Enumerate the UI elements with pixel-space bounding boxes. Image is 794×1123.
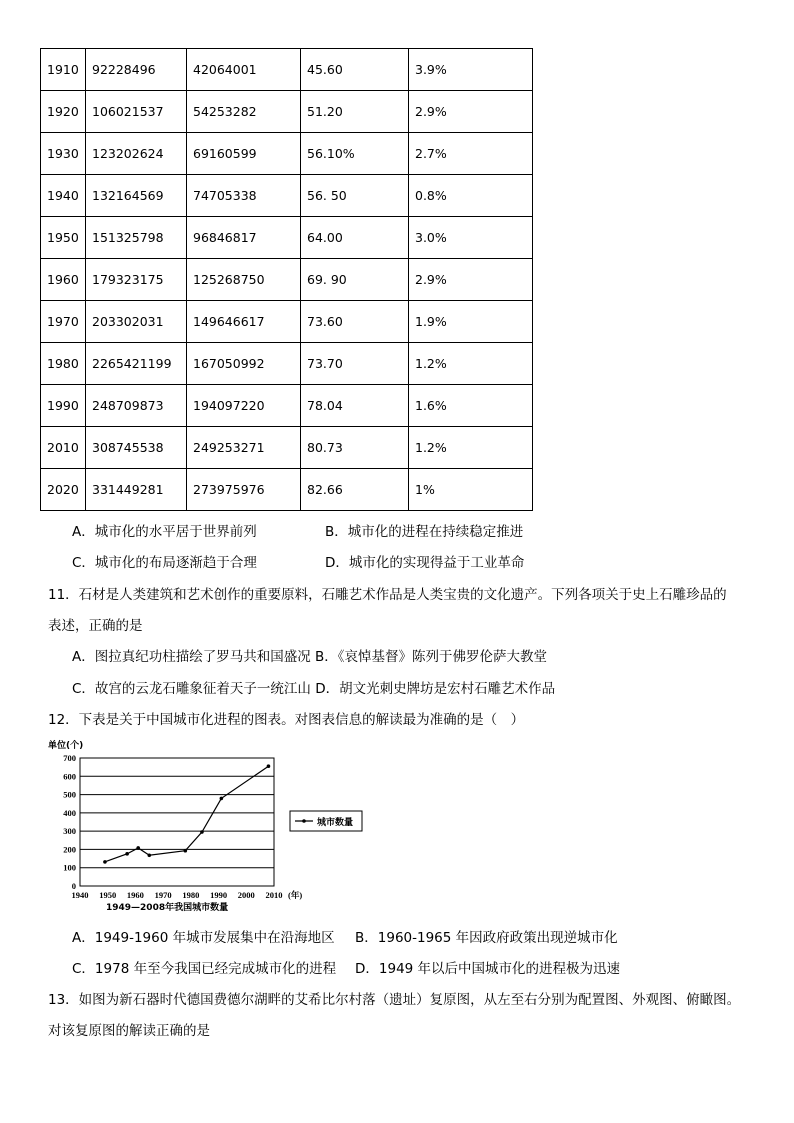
table-cell: 1970 [41,301,86,343]
table-cell: 73.70 [301,343,409,385]
y-tick-label: 500 [63,789,76,800]
table-cell: 3.0% [409,217,533,259]
table-cell: 92228496 [86,49,187,91]
table-cell: 1940 [41,175,86,217]
data-point [267,764,271,768]
q13-stem-line1: 13．如图为新石器时代德国费德尔湖畔的艾希比尔村落（遗址）复原图，从左至右分别为配置图、外观图、俯瞰图。 [48,992,741,1008]
table-cell: 125268750 [187,259,301,301]
data-point [220,797,224,801]
table-cell: 74705338 [187,175,301,217]
q12-option-a: A．1949-1960 年城市发展集中在沿海地区 [72,930,335,946]
table-row [41,301,533,343]
table-cell: 1910 [41,49,86,91]
data-point [103,860,107,864]
table-row [41,343,533,385]
table-cell: 42064001 [187,49,301,91]
y-axis-label: 单位(个) [48,741,84,751]
table-cell: 1% [409,469,533,511]
table-cell: 1.6% [409,385,533,427]
q10-option-a: A．城市化的水平居于世界前列 [72,524,257,540]
x-tick-label: 1980 [182,890,200,900]
table-cell: 69160599 [187,133,301,175]
q11-options-ab: A．图拉真纪功柱描绘了罗马共和国盛况 B．《哀悼基督》陈列于佛罗伦萨大教堂 [72,649,548,665]
table-cell: 194097220 [187,385,301,427]
q10-option-c: C．城市化的布局逐渐趋于合理 [72,555,257,571]
q11-stem-line1: 11．石材是人类建筑和艺术创作的重要原料，石雕艺术作品是人类宝贵的文化遗产。下列各项关于史上石雕珍品的 [48,587,727,603]
table-cell: 248709873 [86,385,187,427]
table-cell: 1950 [41,217,86,259]
table-row [41,427,533,469]
table-cell: 1920 [41,91,86,133]
q12-option-d: D．1949 年以后中国城市化的进程极为迅速 [355,961,621,977]
table-cell: 69. 90 [301,259,409,301]
y-tick-label: 0 [71,881,76,891]
table-cell: 64.00 [301,217,409,259]
table-cell: 56. 50 [301,175,409,217]
x-tick-label: 1990 [210,890,228,900]
table-cell: 179323175 [86,259,187,301]
table-row [41,217,533,259]
table-cell: 1.2% [409,427,533,469]
table-cell: 203302031 [86,301,187,343]
data-point [200,830,204,834]
table-row [41,469,533,511]
table-cell: 2.9% [409,91,533,133]
q12-stem: 12．下表是关于中国城市化进程的图表。对图表信息的解读最为准确的是（ ） [48,712,525,728]
x-tick-label: 2010 [265,890,283,900]
legend-marker [302,819,306,823]
table-row [41,385,533,427]
q11-options-cd: C．故宫的云龙石雕象征着天子一统江山 D．胡文光刺史牌坊是宏村石雕艺术作品 [72,681,556,697]
chart-title: 1949—2008年我国城市数量 [106,903,229,913]
table-cell: 56.10% [301,133,409,175]
q13-stem-line2: 对该复原图的解读正确的是 [48,1023,210,1039]
y-tick-label: 400 [63,807,76,818]
table-cell: 308745538 [86,427,187,469]
table-cell: 331449281 [86,469,187,511]
q12-option-b: B．1960-1965 年因政府政策出现逆城市化 [355,930,618,946]
table-cell: 96846817 [187,217,301,259]
table-cell: 151325798 [86,217,187,259]
table-cell: 45.60 [301,49,409,91]
table-cell: 2.7% [409,133,533,175]
q10-option-b: B．城市化的进程在持续稳定推进 [325,524,524,540]
data-point [136,846,140,850]
data-point [147,853,151,857]
table-cell: 1.2% [409,343,533,385]
table-cell: 149646617 [187,301,301,343]
table-cell: 1960 [41,259,86,301]
table-row [41,91,533,133]
table-row [41,49,533,91]
table-cell: 273975976 [187,469,301,511]
urbanization-table [40,48,533,511]
q11-stem-line2: 表述，正确的是 [48,618,143,634]
table-cell: 80.73 [301,427,409,469]
legend-label: 城市数量 [317,818,354,828]
table-cell: 2265421199 [86,343,187,385]
table-cell: 51.20 [301,91,409,133]
table-cell: 0.8% [409,175,533,217]
table-cell: 1930 [41,133,86,175]
table-cell: 106021537 [86,91,187,133]
table-cell: 73.60 [301,301,409,343]
data-point [125,852,129,856]
table-cell: 249253271 [187,427,301,469]
x-tick-label: 1960 [126,890,144,900]
table-cell: 123202624 [86,133,187,175]
y-tick-label: 200 [63,844,76,855]
table-row [41,259,533,301]
table-cell: 1980 [41,343,86,385]
y-tick-label: 300 [63,826,76,837]
table-cell: 132164569 [86,175,187,217]
table-cell: 167050992 [187,343,301,385]
table-cell: 1990 [41,385,86,427]
x-tick-label: 1970 [154,890,172,900]
table-cell: 82.66 [301,469,409,511]
data-point [184,849,188,853]
x-tick-label: 2000 [237,890,255,900]
table-row [41,133,533,175]
table-cell: 2.9% [409,259,533,301]
y-tick-label: 700 [63,753,76,763]
series-line [105,766,269,862]
table-cell: 1.9% [409,301,533,343]
y-tick-label: 100 [63,862,76,873]
q10-option-d: D．城市化的实现得益于工业革命 [325,555,525,571]
y-tick-label: 600 [63,771,76,782]
x-tick-label: 1950 [99,890,117,900]
city-count-chart [40,736,400,916]
plot-frame [80,758,274,886]
x-tick-label: 1940 [71,890,89,900]
table-cell: 3.9% [409,49,533,91]
table-cell: 2020 [41,469,86,511]
table-cell: 78.04 [301,385,409,427]
table-row [41,175,533,217]
table-cell: 54253282 [187,91,301,133]
table-cell: 2010 [41,427,86,469]
x-axis-label: (年) [288,890,303,900]
q12-option-c: C．1978 年至今我国已经完成城市化的进程 [72,961,337,977]
